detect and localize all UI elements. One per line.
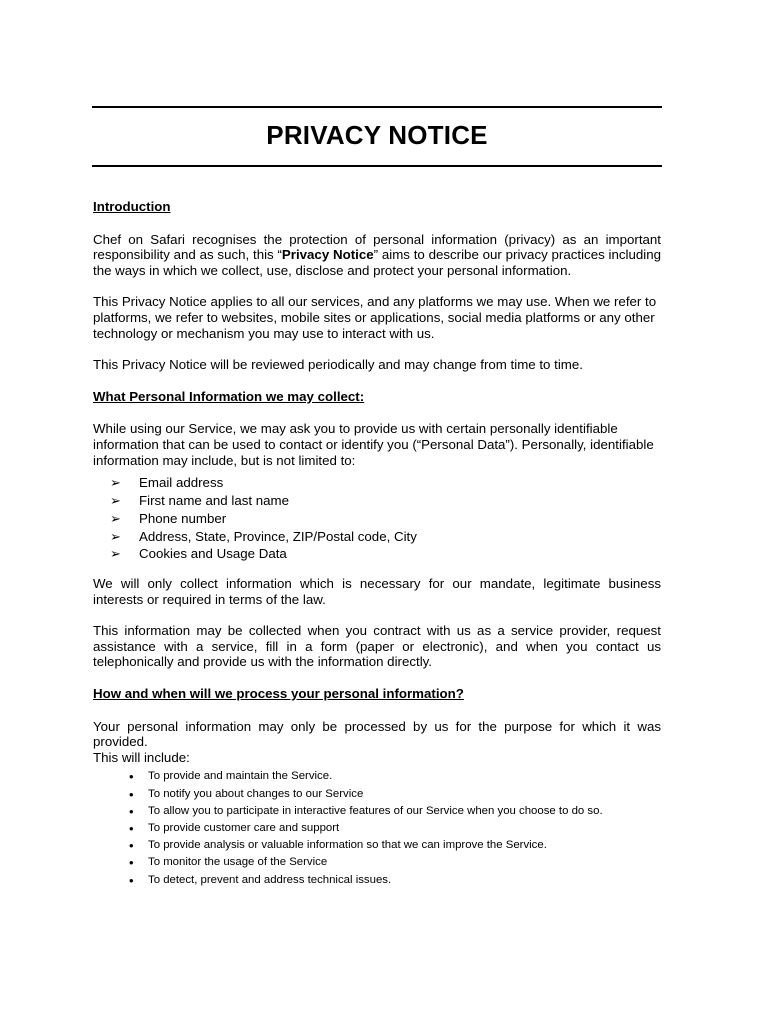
list-item: • To allow you to participate in interactive features of our Service when you choose to do so. (129, 803, 603, 819)
list-item: • To monitor the usage of the Service (129, 855, 328, 871)
intro-paragraph-1 (93, 232, 661, 279)
document-title: PRIVACY NOTICE (266, 120, 488, 150)
list-item: • To notify you about changes to our Service (129, 786, 364, 802)
collect-paragraph-1: While using our Service, we may ask you to provide us with certain personally identifiable information that can be used to contact or identify you (“Personal Data”). Personally, identifiable information may include, but is not limited to: (93, 421, 654, 468)
top-rule (92, 106, 662, 108)
process-list (93, 768, 661, 888)
list-item: ➢ Phone number (110, 510, 227, 526)
collect-list (93, 474, 661, 563)
bullet-icon: • (129, 855, 134, 871)
arrow-bullet-icon: ➢ (110, 492, 121, 508)
arrow-bullet-icon: ➢ (110, 546, 121, 562)
list-item: • To provide customer care and support (129, 821, 340, 837)
process-paragraph-1: Your personal information may only be processed by us for the purpose for which it was provided. (93, 718, 661, 750)
collect-paragraph-3: This information may be collected when you contract with us as a service provider, request assistance with a service, fill in a form (paper or electronic), and when you contact us telephonically and provide us with the information directly. (93, 623, 661, 670)
bullet-icon: • (129, 803, 134, 819)
bullet-icon: • (129, 769, 134, 785)
process-heading: How and when will we process your personal information? (93, 686, 464, 702)
list-item: ➢ Email address (110, 475, 224, 491)
list-item: ➢ Cookies and Usage Data (110, 546, 287, 562)
collect-heading: What Personal Information we may collect: (93, 388, 365, 404)
list-item: • To detect, prevent and address technical issues. (129, 872, 392, 888)
arrow-bullet-icon: ➢ (110, 475, 121, 491)
title-bottom-rule (92, 165, 662, 167)
arrow-bullet-icon: ➢ (110, 528, 121, 544)
intro-p1-start: Chef on Safari recognises the protection of personal information (privacy) as an important responsibility and as such, this “ (93, 231, 661, 263)
bullet-icon: • (129, 872, 134, 888)
intro-paragraph-3: This Privacy Notice will be reviewed periodically and may change from time to time. (93, 357, 583, 373)
intro-paragraph-2: This Privacy Notice applies to all our services, and any platforms we may use. When we refer to platforms, we refer to websites, mobile sites or applications, social media platforms or any other technology or mechanism you may use to interact with us. (93, 294, 657, 341)
collect-paragraph-2: We will only collect information which is necessary for our mandate, legitimate business interests or required in terms of the law. (93, 576, 661, 607)
list-item: ➢ First name and last name (110, 492, 290, 508)
list-item: ➢ Address, State, Province, ZIP/Postal code, City (110, 528, 417, 544)
intro-p1-end: ” aims to describe our privacy practices including the ways in which we collect, use, disclose and protect your personal information. (93, 247, 662, 278)
intro-heading: Introduction (93, 199, 171, 214)
list-item: • To provide analysis or valuable information so that we can improve the Service. (129, 838, 547, 854)
document-body (93, 199, 661, 889)
bullet-icon: • (129, 821, 134, 837)
process-paragraph-2: This will include: (93, 749, 190, 765)
bullet-icon: • (129, 838, 134, 854)
list-item: • To provide and maintain the Service. (129, 769, 333, 785)
arrow-bullet-icon: ➢ (110, 510, 121, 526)
bullet-icon: • (129, 786, 134, 802)
privacy-notice-bold: Privacy Notice (281, 247, 374, 263)
